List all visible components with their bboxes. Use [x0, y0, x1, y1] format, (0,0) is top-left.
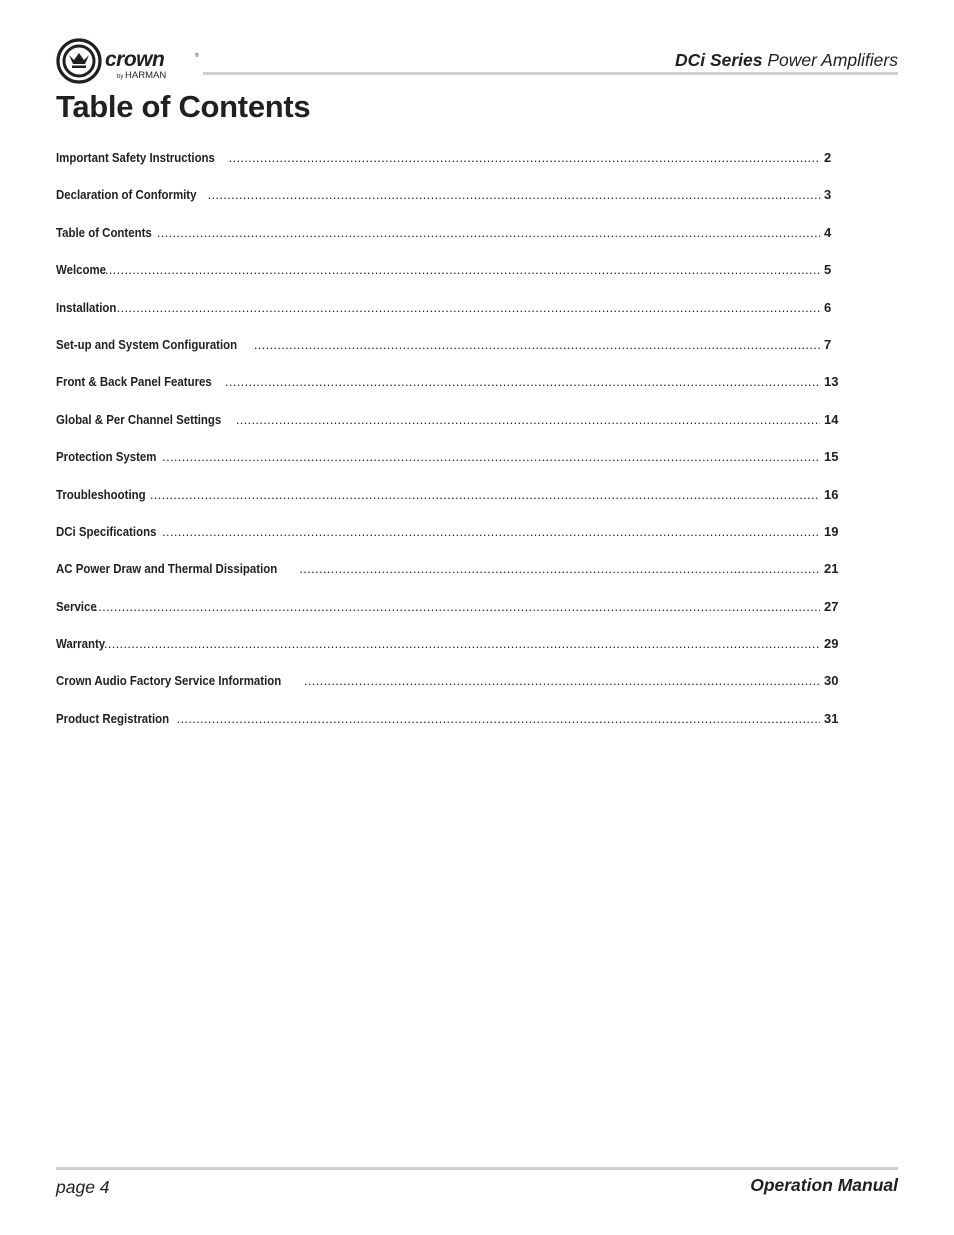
crown-logo	[55, 37, 205, 85]
toc-entry[interactable]	[56, 487, 840, 524]
header-rule	[203, 72, 898, 75]
product-name: Power Amplifiers	[767, 50, 898, 70]
svg-text:by HARMAN: by HARMAN	[117, 70, 167, 81]
toc-entry[interactable]	[56, 636, 840, 673]
toc-entry-label: Table of Contents	[56, 224, 152, 240]
toc-leader-dots	[229, 150, 820, 165]
header-title	[675, 50, 898, 71]
toc-entry[interactable]	[56, 524, 840, 561]
toc-entry-label: Global & Per Channel Settings	[56, 411, 222, 427]
series-name: DCi Series	[674, 50, 763, 70]
toc-leader-dots	[304, 673, 820, 688]
toc-entry-page: 6	[824, 299, 832, 315]
toc-entry-page: 19	[824, 523, 839, 539]
toc-leader-dots	[150, 487, 820, 502]
toc-entry[interactable]	[56, 374, 840, 411]
toc-entry[interactable]	[56, 599, 840, 636]
toc-entry[interactable]	[56, 711, 840, 748]
toc-leader-dots	[225, 374, 820, 389]
toc-leader-dots	[117, 300, 820, 315]
toc-entry-page: 7	[824, 336, 832, 352]
toc-leader-dots	[162, 449, 820, 464]
toc-entry-label: Installation	[56, 299, 117, 315]
svg-text:crown: crown	[105, 48, 165, 71]
toc-entry-label: DCi Specifications	[56, 523, 157, 539]
footer-manual-title: Operation Manual	[750, 1175, 898, 1195]
toc-entry-page: 21	[824, 561, 839, 577]
toc-entry-label: Service	[56, 598, 97, 614]
toc-entry[interactable]	[56, 673, 840, 710]
toc-entry-label: Important Safety Instructions	[56, 150, 215, 165]
toc-entry[interactable]	[56, 225, 840, 262]
toc-entry[interactable]	[56, 300, 840, 337]
toc-entry-page: 3	[824, 187, 832, 203]
svg-text:®: ®	[195, 53, 199, 59]
toc-entry[interactable]	[56, 262, 840, 299]
toc-entry-page: 5	[824, 262, 832, 278]
toc-leader-dots	[254, 337, 820, 352]
toc-entry-label: Warranty	[56, 636, 106, 652]
toc-entry-label: Welcome	[56, 262, 107, 278]
toc-leader-dots	[236, 412, 820, 427]
toc-entry[interactable]	[56, 150, 840, 187]
toc-entry-page: 29	[824, 636, 839, 652]
toc-entry-page: 27	[824, 598, 839, 614]
footer-page-number: page 4	[56, 1177, 110, 1197]
toc-leader-dots	[208, 187, 820, 202]
toc-entry[interactable]	[56, 449, 840, 486]
toc-entry[interactable]	[56, 337, 840, 374]
toc-entry-page: 13	[824, 374, 839, 390]
toc-entry-label: Crown Audio Factory Service Information	[56, 673, 282, 689]
toc-entry-label: Troubleshooting	[56, 486, 146, 502]
toc-entry-page: 2	[824, 150, 832, 165]
toc-leader-dots	[94, 599, 820, 614]
toc-entry-label: Protection System	[56, 449, 157, 465]
toc-entry-label: AC Power Draw and Thermal Dissipation	[56, 561, 278, 577]
toc-leader-dots	[105, 262, 820, 277]
toc-entry-label: Front & Back Panel Features	[56, 374, 212, 390]
toc-entry-page: 4	[824, 224, 832, 240]
toc-entry[interactable]	[56, 187, 840, 224]
toc-entry-page: 30	[824, 673, 839, 689]
toc-entry-label: Declaration of Conformity	[56, 187, 197, 203]
toc-leader-dots	[162, 524, 820, 539]
toc-leader-dots	[299, 561, 820, 576]
toc-list	[56, 150, 840, 748]
toc-entry[interactable]	[56, 412, 840, 449]
toc-entry[interactable]	[56, 561, 840, 598]
toc-leader-dots	[157, 225, 820, 240]
toc-entry-page: 15	[824, 449, 839, 465]
toc-entry-page: 31	[824, 710, 839, 726]
footer-rule	[56, 1167, 898, 1170]
toc-entry-page: 14	[824, 411, 839, 427]
page-title: Table of Contents	[56, 89, 311, 124]
toc-entry-label: Set-up and System Configuration	[56, 336, 238, 352]
toc-leader-dots	[104, 636, 820, 651]
toc-leader-dots	[177, 711, 820, 726]
toc-entry-page: 16	[824, 486, 839, 502]
toc-entry-label: Product Registration	[56, 710, 170, 726]
